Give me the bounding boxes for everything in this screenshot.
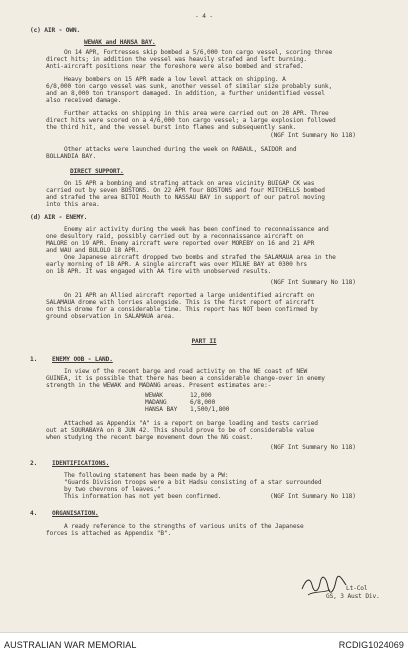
paragraph-line: direct hits; in addition the vessel was heavily strafed and left burning.: [46, 56, 307, 63]
paragraph-line: forces is attached as Appendix "B".: [46, 530, 172, 537]
paragraph-line: On 21 APR an Allied aircraft reported a large unidentified aircraft on: [64, 292, 315, 299]
paragraph-line: Further attacks on shipping in this area were carried out on 20 APR. Three: [64, 110, 329, 117]
paragraph-line: A ready reference to the strengths of various units of the Japanese: [64, 523, 304, 530]
strength-place: WEWAK: [145, 392, 163, 399]
paragraph-line: "Guards Division troops were a bit Hadsu consisting of a star surrounded: [64, 479, 322, 486]
summary-reference: (NGF Int Summary No 118): [270, 444, 356, 451]
paragraph-line: out at SOURABAYA on 8 JUN 42. This should prove to be of considerable value: [46, 427, 315, 434]
paragraph-line: and an 8,000 ton transport damaged. In addition, a further unidentified vessel: [46, 90, 325, 97]
paragraph-line: into this area.: [46, 201, 100, 208]
paragraph-line: In view of the recent barge and road activity on the NE coast of NEW: [64, 368, 308, 375]
enemy-oob-land-heading: ENEMY OOB - LAND.: [52, 356, 113, 363]
strength-place: HANSA BAY: [145, 406, 178, 413]
paragraph-line: Enemy air activity during the week has been confined to reconnaissance and: [64, 226, 329, 233]
footer-source-label: AUSTRALIAN WAR MEMORIAL: [4, 640, 137, 650]
organisation-heading: ORGANISATION.: [52, 510, 99, 517]
signature-unit: GS, 3 Aust Div.: [326, 593, 380, 600]
section-d-air-enemy-heading: (d) AIR - ENEMY.: [30, 214, 88, 221]
paragraph-line: GUINEA, it is possible that there has been a considerable change-over in enemy: [46, 375, 325, 382]
paragraph-line: and strafed the area BITOI Mouth to NASSAU BAY in support of our patrol moving: [46, 194, 325, 201]
footer-record-id: RCDIG1024069: [338, 640, 404, 650]
paragraph-line: The following statement has been made by a PW:: [64, 472, 229, 479]
paragraph-line: carried out by seven BOSTONS. On 22 APR four BOSTONS and four MITCHELLS bombed: [46, 187, 325, 194]
paragraph-line: on this drome for a considerable time. This report has NOT been confirmed by: [46, 306, 318, 313]
paragraph-line: On 15 APR a bombing and strafing attack on area vicinity BUIGAP CK was: [64, 180, 315, 187]
paragraph-line: Other attacks were launched during the week on RABAUL, SAIDOR and: [64, 146, 297, 153]
paragraph-line: direct hits were scored on a 4/6,000 ton cargo vessel; a large explosion followed: [46, 117, 336, 124]
paragraph-line: strength in the WEWAK and MADANG areas. Present estimates are:-: [46, 382, 272, 389]
summary-reference: (NGF Int Summary No 118): [270, 279, 356, 286]
paragraph-line: also received damage.: [46, 97, 122, 104]
summary-reference: (NGF Int Summary No 118): [270, 493, 356, 500]
paragraph-line: MALORE on 19 APR. Enemy aircraft were reported over MOREBY on 16 and 21 APR: [46, 240, 315, 247]
signature-rank: Lt-Col: [346, 585, 368, 592]
paragraph-line: when studying the recent barge movement down the NG coast.: [46, 434, 254, 441]
paragraph-line: Heavy bombers on 15 APR made a low level attack on shipping. A: [64, 76, 286, 83]
archive-footer: [0, 632, 408, 655]
paragraph-line: This information has not yet been confirmed.: [64, 493, 222, 500]
strength-value: 12,000: [190, 392, 212, 399]
paragraph-line: one desultory raid, possibly carried out by a reconnaissance aircraft on: [46, 233, 304, 240]
paragraph-line: the third hit, and the vessel burst into flames and subsequently sank.: [46, 124, 297, 131]
section-number: 2.: [30, 460, 38, 467]
paragraph-line: by two chevrons of leaves.": [64, 486, 161, 493]
paragraph-line: on 18 APR. It was engaged with AA fire with unobserved results.: [46, 268, 272, 275]
strength-place: MADANG: [145, 399, 167, 406]
paragraph-line: and WAU and BULOLO 18 APR.: [46, 247, 139, 254]
direct-support-heading: DIRECT SUPPORT.: [70, 168, 124, 175]
paragraph-line: On 14 APR, Fortresses skip bombed a 5/6,000 ton cargo vessel, scoring three: [64, 49, 333, 56]
paragraph-line: BOLLANDIA BAY.: [46, 153, 97, 160]
section-number: 1.: [30, 356, 38, 363]
page-number: - 4 -: [195, 13, 213, 20]
paragraph-line: 6/8,000 ton cargo vessel was sunk, another vessel of similar size probably sunk,: [46, 83, 333, 90]
paragraph-line: Attached as Appendix "A" is a report on barge loading and tests carried: [64, 420, 318, 427]
strength-value: 1,500/1,800: [190, 406, 230, 413]
paragraph-line: SALAMAUA drome with lorries alongside. This is the first report of aircraft: [46, 299, 315, 306]
paragraph-line: ground observation in SALAMAUA area.: [46, 313, 175, 320]
paragraph-line: Anti-aircraft positions near the foreshore were also bombed and strafed.: [46, 63, 304, 70]
part-ii-heading: PART II: [191, 338, 217, 345]
paragraph-line: early morning of 18 APR. A single aircraft was over MILNE BAY at 0300 hrs: [46, 261, 307, 268]
paragraph-line: One Japanese aircraft dropped two bombs and strafed the SALAMAUA area in the: [64, 254, 336, 261]
wewak-hansa-bay-heading: WEWAK and HANSA BAY.: [84, 39, 156, 46]
strength-value: 6/8,000: [190, 399, 216, 406]
section-number: 4.: [30, 510, 38, 517]
section-c-air-own-heading: (c) AIR - OWN.: [30, 27, 81, 34]
identifications-heading: IDENTIFICATIONS.: [52, 460, 110, 467]
summary-reference: (NGF Int Summary No 118): [270, 132, 356, 139]
